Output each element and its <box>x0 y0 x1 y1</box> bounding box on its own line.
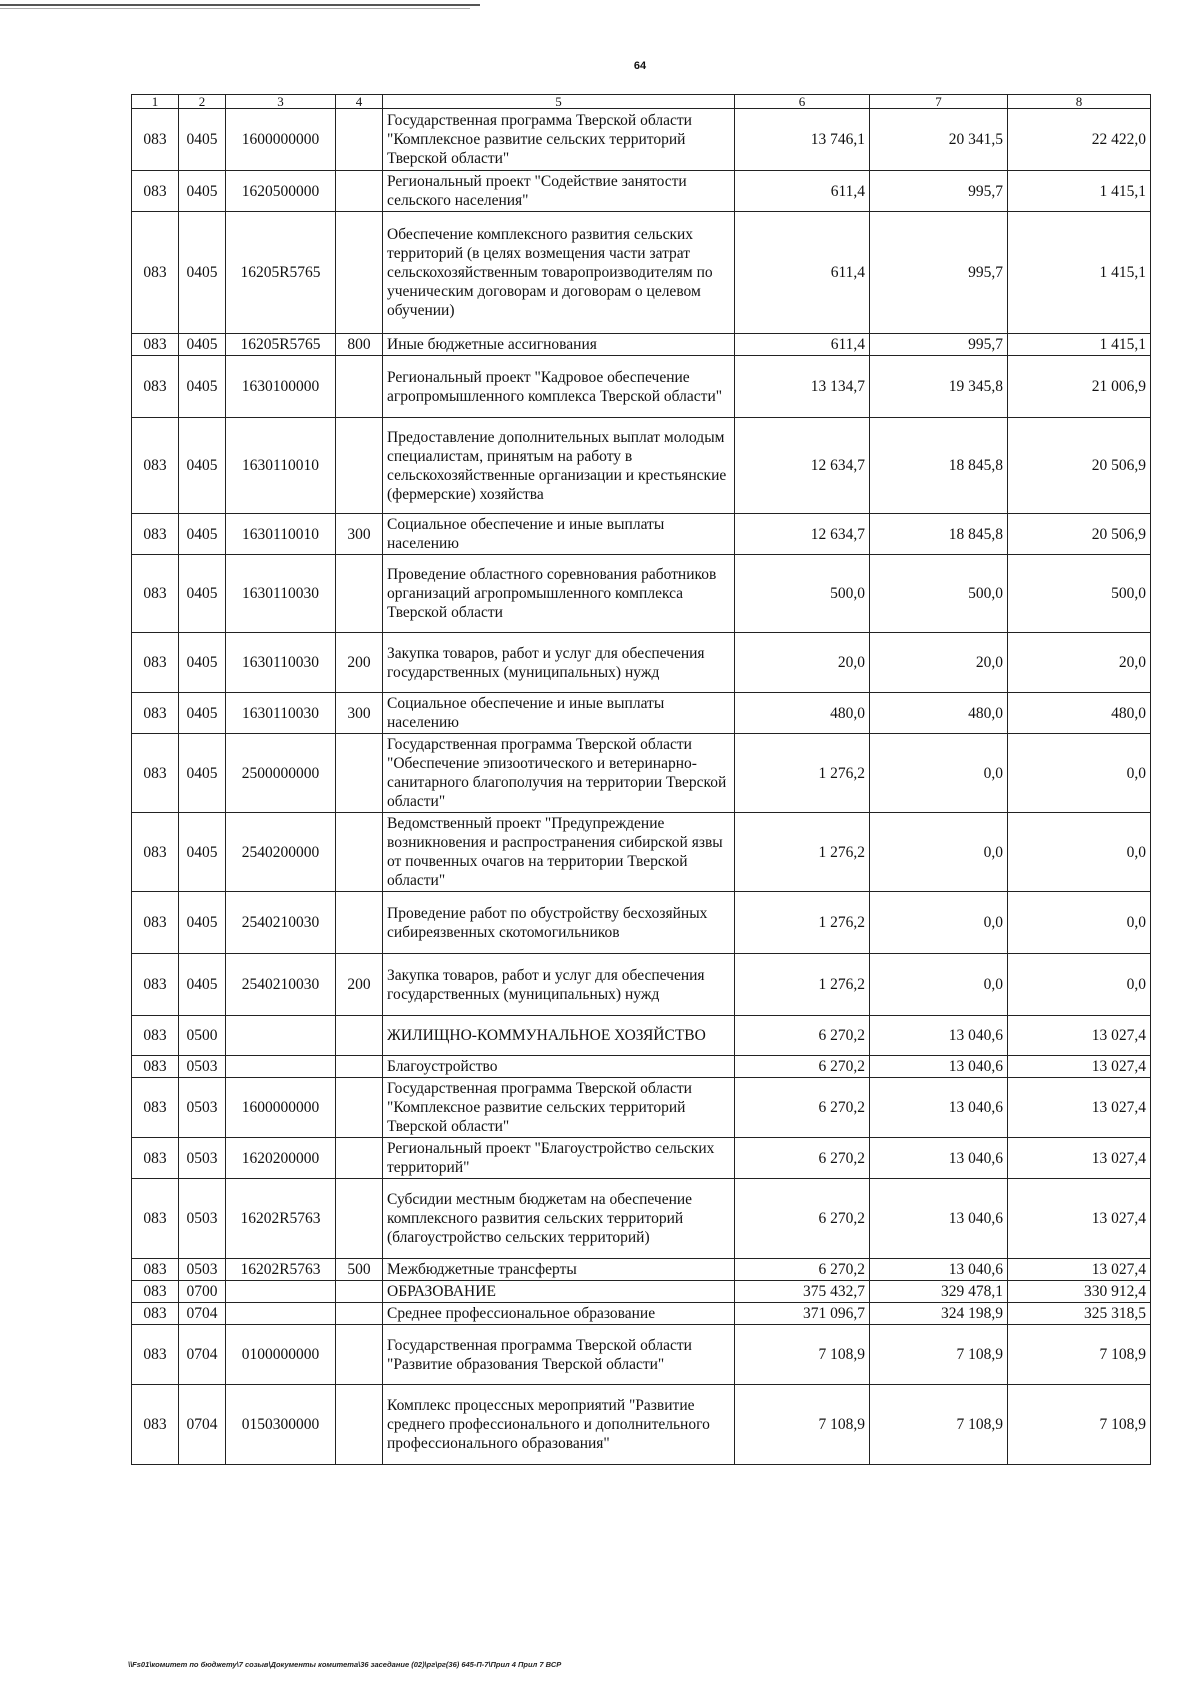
cell-description: Региональный проект "Кадровое обеспечение агропромышленного комплекса Тверской области" <box>383 356 735 418</box>
cell-chapter: 083 <box>132 1303 179 1325</box>
header-col-4: 4 <box>336 95 383 109</box>
cell-section: 0405 <box>179 693 226 734</box>
cell-target-article: 0150300000 <box>226 1385 336 1465</box>
cell-section: 0405 <box>179 418 226 514</box>
cell-chapter: 083 <box>132 1179 179 1259</box>
cell-amount-7: 13 040,6 <box>870 1016 1008 1056</box>
cell-amount-7: 329 478,1 <box>870 1281 1008 1303</box>
cell-expense-type <box>336 212 383 334</box>
cell-chapter: 083 <box>132 734 179 813</box>
cell-chapter: 083 <box>132 633 179 693</box>
header-col-8: 8 <box>1008 95 1151 109</box>
cell-expense-type <box>336 356 383 418</box>
table-row <box>132 954 1151 1016</box>
table-row <box>132 693 1151 734</box>
cell-target-article: 1630110030 <box>226 633 336 693</box>
cell-amount-6: 6 270,2 <box>735 1078 870 1138</box>
cell-target-article: 16205R5765 <box>226 334 336 356</box>
cell-section: 0503 <box>179 1138 226 1179</box>
cell-amount-7: 19 345,8 <box>870 356 1008 418</box>
cell-amount-6: 6 270,2 <box>735 1259 870 1281</box>
cell-amount-7: 0,0 <box>870 734 1008 813</box>
cell-section: 0405 <box>179 813 226 892</box>
cell-target-article: 16202R5763 <box>226 1259 336 1281</box>
cell-section: 0503 <box>179 1078 226 1138</box>
cell-amount-8: 13 027,4 <box>1008 1078 1151 1138</box>
cell-description: Субсидии местным бюджетам на обеспечение комплексного развития сельских территорий (благоустройство сельских территорий) <box>383 1179 735 1259</box>
cell-amount-6: 7 108,9 <box>735 1385 870 1465</box>
cell-chapter: 083 <box>132 892 179 954</box>
cell-amount-8: 21 006,9 <box>1008 356 1151 418</box>
cell-amount-6: 1 276,2 <box>735 734 870 813</box>
cell-amount-8: 480,0 <box>1008 693 1151 734</box>
cell-amount-6: 611,4 <box>735 334 870 356</box>
cell-description: Социальное обеспечение и иные выплаты населению <box>383 693 735 734</box>
cell-amount-7: 18 845,8 <box>870 418 1008 514</box>
header-col-7: 7 <box>870 95 1008 109</box>
cell-chapter: 083 <box>132 418 179 514</box>
cell-section: 0700 <box>179 1281 226 1303</box>
cell-chapter: 083 <box>132 212 179 334</box>
cell-amount-8: 330 912,4 <box>1008 1281 1151 1303</box>
cell-amount-7: 18 845,8 <box>870 514 1008 555</box>
cell-expense-type: 500 <box>336 1259 383 1281</box>
cell-amount-7: 13 040,6 <box>870 1138 1008 1179</box>
cell-amount-7: 480,0 <box>870 693 1008 734</box>
cell-amount-8: 1 415,1 <box>1008 212 1151 334</box>
cell-amount-7: 13 040,6 <box>870 1056 1008 1078</box>
cell-amount-8: 13 027,4 <box>1008 1179 1151 1259</box>
cell-amount-7: 0,0 <box>870 813 1008 892</box>
cell-chapter: 083 <box>132 813 179 892</box>
table-row <box>132 418 1151 514</box>
table-row <box>132 1078 1151 1138</box>
cell-amount-8: 13 027,4 <box>1008 1259 1151 1281</box>
footer-file-path: \\Fs01\комитет по бюджету\7 созыв\Документы комитета\36 заседание (02)\рг\рг(36) 645-П-7\Прил 4 Прил 7 ВСР <box>128 1660 562 1669</box>
cell-expense-type <box>336 1385 383 1465</box>
cell-expense-type <box>336 171 383 212</box>
cell-description: ОБРАЗОВАНИЕ <box>383 1281 735 1303</box>
cell-chapter: 083 <box>132 954 179 1016</box>
cell-amount-6: 12 634,7 <box>735 514 870 555</box>
cell-amount-8: 0,0 <box>1008 734 1151 813</box>
table-row <box>132 1016 1151 1056</box>
cell-expense-type <box>336 1056 383 1078</box>
cell-amount-8: 13 027,4 <box>1008 1016 1151 1056</box>
cell-section: 0405 <box>179 954 226 1016</box>
cell-amount-6: 480,0 <box>735 693 870 734</box>
cell-expense-type <box>336 892 383 954</box>
header-col-5: 5 <box>383 95 735 109</box>
cell-amount-8: 20 506,9 <box>1008 418 1151 514</box>
cell-section: 0405 <box>179 892 226 954</box>
cell-amount-8: 0,0 <box>1008 892 1151 954</box>
cell-section: 0503 <box>179 1179 226 1259</box>
cell-target-article: 1630110030 <box>226 693 336 734</box>
cell-chapter: 083 <box>132 1385 179 1465</box>
table-row <box>132 633 1151 693</box>
cell-amount-7: 995,7 <box>870 334 1008 356</box>
cell-target-article: 2540210030 <box>226 954 336 1016</box>
cell-expense-type <box>336 109 383 171</box>
cell-description: Социальное обеспечение и иные выплаты населению <box>383 514 735 555</box>
cell-target-article: 1630110010 <box>226 418 336 514</box>
cell-chapter: 083 <box>132 356 179 418</box>
header-col-3: 3 <box>226 95 336 109</box>
table-row <box>132 1303 1151 1325</box>
cell-amount-7: 0,0 <box>870 954 1008 1016</box>
header-row <box>132 95 1151 109</box>
cell-description: Ведомственный проект "Предупреждение возникновения и распространения сибирской язвы от почвенных очагов на территории Тверской области" <box>383 813 735 892</box>
cell-chapter: 083 <box>132 1259 179 1281</box>
cell-target-article: 1630110030 <box>226 555 336 633</box>
cell-target-article: 16202R5763 <box>226 1179 336 1259</box>
top-scan-line <box>0 4 480 6</box>
cell-amount-7: 7 108,9 <box>870 1385 1008 1465</box>
cell-expense-type <box>336 555 383 633</box>
cell-expense-type: 200 <box>336 954 383 1016</box>
cell-section: 0704 <box>179 1385 226 1465</box>
cell-amount-7: 20 341,5 <box>870 109 1008 171</box>
cell-amount-6: 375 432,7 <box>735 1281 870 1303</box>
cell-description: Закупка товаров, работ и услуг для обеспечения государственных (муниципальных) нужд <box>383 954 735 1016</box>
cell-chapter: 083 <box>132 1016 179 1056</box>
cell-amount-6: 371 096,7 <box>735 1303 870 1325</box>
cell-target-article: 1600000000 <box>226 109 336 171</box>
cell-expense-type: 800 <box>336 334 383 356</box>
cell-section: 0503 <box>179 1056 226 1078</box>
header-col-1: 1 <box>132 95 179 109</box>
cell-amount-7: 7 108,9 <box>870 1325 1008 1385</box>
cell-amount-6: 1 276,2 <box>735 892 870 954</box>
cell-amount-6: 611,4 <box>735 212 870 334</box>
table-row <box>132 1385 1151 1465</box>
cell-description: Проведение работ по обустройству бесхозяйных сибиреязвенных скотомогильников <box>383 892 735 954</box>
cell-amount-6: 12 634,7 <box>735 418 870 514</box>
cell-expense-type <box>336 1303 383 1325</box>
cell-amount-7: 995,7 <box>870 212 1008 334</box>
cell-target-article: 1630110010 <box>226 514 336 555</box>
cell-amount-7: 324 198,9 <box>870 1303 1008 1325</box>
table-row <box>132 1138 1151 1179</box>
table-row <box>132 1259 1151 1281</box>
cell-amount-8: 13 027,4 <box>1008 1056 1151 1078</box>
cell-description: Комплекс процессных мероприятий "Развитие среднего профессионального и дополнительного профессионального образования" <box>383 1385 735 1465</box>
cell-chapter: 083 <box>132 1138 179 1179</box>
cell-target-article: 1620500000 <box>226 171 336 212</box>
cell-target-article <box>226 1303 336 1325</box>
cell-expense-type <box>336 418 383 514</box>
header-col-2: 2 <box>179 95 226 109</box>
cell-description: Государственная программа Тверской области "Комплексное развитие сельских территорий Тверской области" <box>383 109 735 171</box>
cell-amount-7: 0,0 <box>870 892 1008 954</box>
cell-description: Региональный проект "Благоустройство сельских территорий" <box>383 1138 735 1179</box>
cell-amount-8: 7 108,9 <box>1008 1325 1151 1385</box>
cell-chapter: 083 <box>132 693 179 734</box>
table-row <box>132 1281 1151 1303</box>
cell-amount-6: 13 134,7 <box>735 356 870 418</box>
cell-section: 0405 <box>179 212 226 334</box>
cell-target-article: 2540210030 <box>226 892 336 954</box>
cell-amount-7: 13 040,6 <box>870 1259 1008 1281</box>
table-row <box>132 171 1151 212</box>
cell-expense-type <box>336 1016 383 1056</box>
cell-amount-6: 7 108,9 <box>735 1325 870 1385</box>
cell-section: 0500 <box>179 1016 226 1056</box>
table-row <box>132 334 1151 356</box>
cell-amount-7: 500,0 <box>870 555 1008 633</box>
cell-section: 0405 <box>179 334 226 356</box>
page-number: 64 <box>633 60 647 72</box>
cell-section: 0503 <box>179 1259 226 1281</box>
table-row <box>132 734 1151 813</box>
table-row <box>132 1179 1151 1259</box>
cell-amount-6: 500,0 <box>735 555 870 633</box>
cell-target-article <box>226 1056 336 1078</box>
cell-description: Государственная программа Тверской области "Обеспечение эпизоотического и ветеринарно-санитарного благополучия на территории Тверской области" <box>383 734 735 813</box>
table-row <box>132 1325 1151 1385</box>
table-row <box>132 356 1151 418</box>
table-row <box>132 514 1151 555</box>
cell-amount-8: 325 318,5 <box>1008 1303 1151 1325</box>
cell-description: Государственная программа Тверской области "Развитие образования Тверской области" <box>383 1325 735 1385</box>
cell-target-article: 2540200000 <box>226 813 336 892</box>
cell-expense-type <box>336 1078 383 1138</box>
top-scan-line-secondary <box>0 8 470 9</box>
cell-chapter: 083 <box>132 334 179 356</box>
cell-description: Иные бюджетные ассигнования <box>383 334 735 356</box>
cell-description: Закупка товаров, работ и услуг для обеспечения государственных (муниципальных) нужд <box>383 633 735 693</box>
cell-amount-6: 6 270,2 <box>735 1016 870 1056</box>
cell-amount-6: 6 270,2 <box>735 1179 870 1259</box>
cell-description: Среднее профессиональное образование <box>383 1303 735 1325</box>
cell-description: Проведение областного соревнования работников организаций агропромышленного комплекса Тверской области <box>383 555 735 633</box>
cell-amount-6: 6 270,2 <box>735 1056 870 1078</box>
cell-chapter: 083 <box>132 171 179 212</box>
cell-section: 0405 <box>179 633 226 693</box>
cell-amount-6: 611,4 <box>735 171 870 212</box>
cell-description: Региональный проект "Содействие занятости сельского населения" <box>383 171 735 212</box>
cell-amount-6: 20,0 <box>735 633 870 693</box>
cell-section: 0405 <box>179 171 226 212</box>
cell-description: Предоставление дополнительных выплат молодым специалистам, принятым на работу в сельскохозяйственные организации и крестьянские (фермерские) хозяйства <box>383 418 735 514</box>
table-row <box>132 109 1151 171</box>
cell-amount-7: 13 040,6 <box>870 1078 1008 1138</box>
cell-chapter: 083 <box>132 1281 179 1303</box>
cell-amount-7: 13 040,6 <box>870 1179 1008 1259</box>
cell-target-article: 16205R5765 <box>226 212 336 334</box>
cell-amount-8: 20,0 <box>1008 633 1151 693</box>
cell-target-article: 0100000000 <box>226 1325 336 1385</box>
cell-section: 0704 <box>179 1303 226 1325</box>
cell-expense-type <box>336 1179 383 1259</box>
cell-section: 0405 <box>179 109 226 171</box>
table-body <box>132 109 1151 1465</box>
cell-amount-8: 0,0 <box>1008 954 1151 1016</box>
cell-expense-type: 300 <box>336 693 383 734</box>
table-row <box>132 813 1151 892</box>
cell-amount-8: 22 422,0 <box>1008 109 1151 171</box>
table-row <box>132 212 1151 334</box>
cell-section: 0405 <box>179 356 226 418</box>
cell-expense-type <box>336 1281 383 1303</box>
cell-chapter: 083 <box>132 1056 179 1078</box>
cell-target-article <box>226 1016 336 1056</box>
cell-target-article <box>226 1281 336 1303</box>
table-row <box>132 555 1151 633</box>
cell-amount-7: 995,7 <box>870 171 1008 212</box>
cell-amount-6: 1 276,2 <box>735 813 870 892</box>
cell-amount-8: 0,0 <box>1008 813 1151 892</box>
cell-description: Государственная программа Тверской области "Комплексное развитие сельских территорий Тверской области" <box>383 1078 735 1138</box>
cell-description: Межбюджетные трансферты <box>383 1259 735 1281</box>
cell-amount-8: 20 506,9 <box>1008 514 1151 555</box>
cell-target-article: 1620200000 <box>226 1138 336 1179</box>
cell-target-article: 2500000000 <box>226 734 336 813</box>
cell-amount-8: 1 415,1 <box>1008 171 1151 212</box>
cell-expense-type <box>336 734 383 813</box>
cell-amount-6: 1 276,2 <box>735 954 870 1016</box>
cell-description: Благоустройство <box>383 1056 735 1078</box>
cell-chapter: 083 <box>132 555 179 633</box>
cell-amount-8: 1 415,1 <box>1008 334 1151 356</box>
cell-expense-type: 300 <box>336 514 383 555</box>
cell-target-article: 1630100000 <box>226 356 336 418</box>
cell-chapter: 083 <box>132 514 179 555</box>
cell-expense-type <box>336 1325 383 1385</box>
header-col-6: 6 <box>735 95 870 109</box>
cell-amount-8: 500,0 <box>1008 555 1151 633</box>
cell-section: 0405 <box>179 555 226 633</box>
cell-chapter: 083 <box>132 1325 179 1385</box>
cell-amount-8: 13 027,4 <box>1008 1138 1151 1179</box>
cell-section: 0704 <box>179 1325 226 1385</box>
cell-target-article: 1600000000 <box>226 1078 336 1138</box>
cell-amount-7: 20,0 <box>870 633 1008 693</box>
cell-expense-type <box>336 813 383 892</box>
table-row <box>132 892 1151 954</box>
cell-amount-8: 7 108,9 <box>1008 1385 1151 1465</box>
cell-section: 0405 <box>179 734 226 813</box>
cell-section: 0405 <box>179 514 226 555</box>
budget-table <box>131 94 1151 1465</box>
cell-description: ЖИЛИЩНО-КОММУНАЛЬНОЕ ХОЗЯЙСТВО <box>383 1016 735 1056</box>
table-row <box>132 1056 1151 1078</box>
cell-expense-type <box>336 1138 383 1179</box>
cell-amount-6: 6 270,2 <box>735 1138 870 1179</box>
cell-description: Обеспечение комплексного развития сельских территорий (в целях возмещения части затрат сельскохозяйственным товаропроизводителям по ученическим договорам и договорам о целевом обучении) <box>383 212 735 334</box>
cell-chapter: 083 <box>132 109 179 171</box>
cell-expense-type: 200 <box>336 633 383 693</box>
cell-amount-6: 13 746,1 <box>735 109 870 171</box>
cell-chapter: 083 <box>132 1078 179 1138</box>
